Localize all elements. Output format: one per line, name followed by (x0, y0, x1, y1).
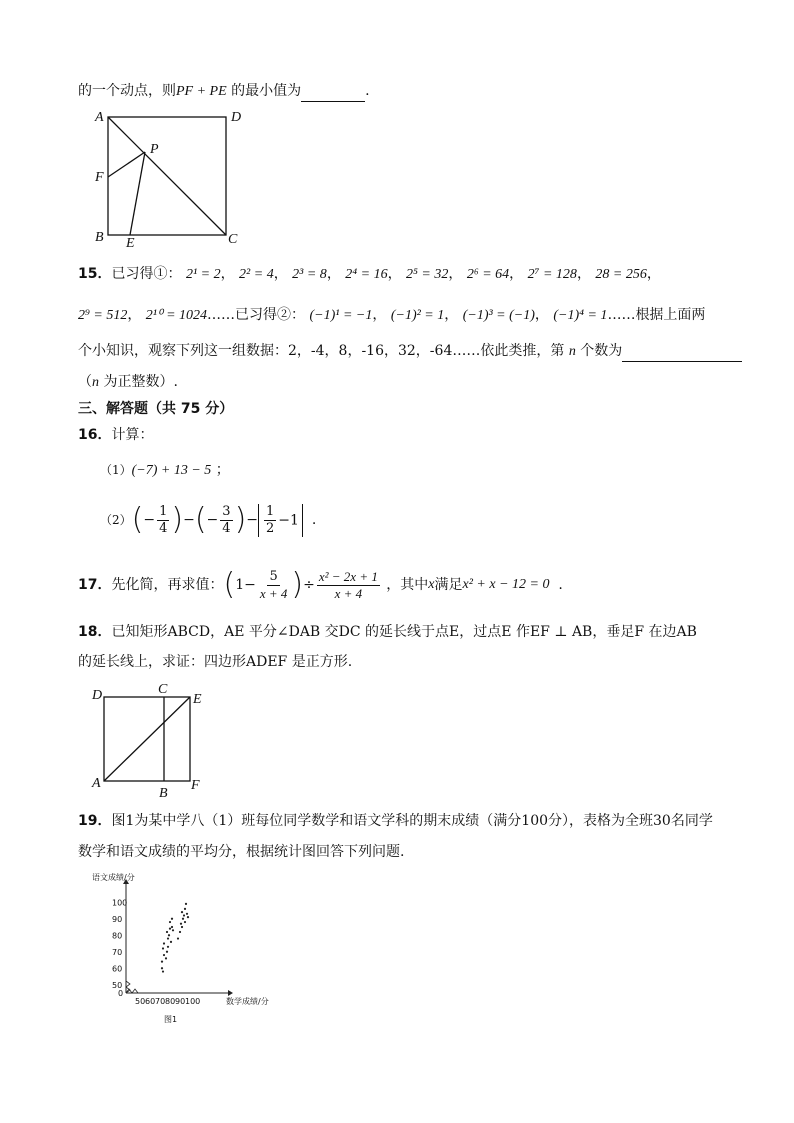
q14-tail-text: 的一个动点，则PF + PE 的最小值为 . (78, 81, 370, 102)
q16-part2: （2） ( − $\frac{1}{4}$ ) − ( − $\frac{3}{4}$ ) − $\frac{1}{2}$ −1 . (100, 502, 317, 537)
label-B: B (159, 786, 168, 801)
x-tick-label: 80 (165, 997, 176, 1006)
x-axis-break (126, 989, 138, 993)
scatter-point (168, 934, 170, 936)
q19-line2: 数学和语文成绩的平均分，根据统计图回答下列问题. (78, 844, 405, 860)
x-tick-label: 70 (155, 997, 166, 1006)
scatter-point (187, 916, 189, 918)
scatter-point (185, 903, 187, 905)
scatter-point (177, 937, 179, 939)
q18-line2: 的延长线上，求证：四边形ADEF 是正方形. (78, 654, 353, 670)
scatter-point (161, 961, 163, 963)
q18-rectangle-figure (90, 683, 220, 801)
label-D: D (92, 688, 103, 703)
scatter-point (170, 941, 172, 943)
y-axis-label: 语文成绩/分 (92, 873, 135, 882)
scatter-point (171, 918, 173, 920)
q15-line1: 15．已习得①： 2¹ = 2， 2² = 4， 2³ = 8， 2⁴ = 16， 2⁵ = 32， 2⁶ = 64， 2⁷ = 128， 28 = 256， (78, 266, 661, 282)
scatter-point (184, 921, 186, 923)
scatter-chart (88, 870, 303, 1028)
y-tick-label: 80 (112, 931, 123, 941)
label-A: A (95, 110, 104, 125)
scatter-point (186, 913, 188, 915)
scatter-point (161, 967, 163, 969)
scatter-point (181, 911, 183, 913)
x-axis-arrow (228, 990, 233, 996)
answer-blank[interactable] (622, 341, 742, 362)
label-E: E (193, 692, 202, 707)
q17: 17． 先化简，再求值： ( 1 − $\frac{5}{x + 4}$ ) ÷ $\frac{\text{x² − 2x + 1}}{x + 4}$ ，其中 x 满足 x² + x − 12 = 0 . (78, 567, 563, 602)
y-axis-break (126, 981, 130, 993)
y-tick-label: 70 (112, 947, 123, 957)
label-P: P (150, 142, 159, 157)
scatter-point (169, 928, 171, 930)
label-D: D (231, 110, 242, 125)
y-tick-label: 50 (112, 980, 123, 990)
y-tick-label: 100 (112, 898, 128, 908)
scatter-point (180, 923, 182, 925)
label-F: F (191, 778, 200, 793)
y-tick-label: 60 (112, 964, 123, 974)
label-A: A (92, 776, 101, 791)
label-C: C (228, 232, 238, 247)
q16-heading: 16．计算： (78, 427, 154, 443)
label-C: C (158, 683, 168, 697)
scatter-point (167, 946, 169, 948)
q19-line1: 19．图1为某中学八（1）班每位同学数学和语文学科的期末成绩（满分100分），表格为全班30名同学 (78, 813, 713, 829)
q16-part1: （1）(−7) + 13 − 5 ； (100, 462, 230, 478)
label-B: B (95, 230, 104, 245)
q14-square-figure (90, 105, 250, 250)
q15-line3: 个小知识，观察下列这一组数据：2，-4，8，-16，32，-64……依此类推，第 n 个数为 (78, 341, 742, 362)
q18-line1: 18．已知矩形ABCD，AE 平分∠DAB 交DC 的延长线于点E，过点E 作EF ⊥ AB，垂足F 在边AB (78, 624, 697, 640)
scatter-point (169, 921, 171, 923)
scatter-point (171, 926, 173, 928)
section-title: 三、解答题（共 75 分） (78, 401, 234, 417)
origin-label: 0 (118, 989, 124, 998)
scatter-point (163, 954, 165, 956)
q15-line2: 2⁹ = 512， 2¹⁰ = 1024……已习得②： (−1)¹ = −1， (−1)² = 1， (−1)³ = (−1)， (−1)⁴ = 1……根据上面两 (78, 307, 706, 323)
scatter-point (166, 931, 168, 933)
x-tick-label: 60 (145, 997, 156, 1006)
scatter-point (183, 914, 185, 916)
q15-line4: （n 为正整数）. (78, 374, 178, 390)
x-tick-label: 90 (175, 997, 186, 1006)
x-tick-label: 100 (185, 997, 201, 1006)
label-F: F (95, 170, 104, 185)
scatter-point (166, 951, 168, 953)
scatter-point (181, 926, 183, 928)
scatter-point (162, 970, 164, 972)
scatter-point (182, 918, 184, 920)
scatter-point (163, 942, 165, 944)
scatter-point (165, 957, 167, 959)
figure-caption: 图1 (164, 1015, 178, 1024)
answer-blank[interactable] (301, 81, 365, 102)
x-tick-label: 50 (135, 997, 146, 1006)
scatter-point (167, 937, 169, 939)
scatter-point (179, 931, 181, 933)
x-axis-label: 数学成绩/分 (226, 997, 269, 1006)
scatter-point (172, 929, 174, 931)
scatter-point (184, 908, 186, 910)
scatter-point (162, 947, 164, 949)
label-E: E (126, 236, 135, 250)
y-tick-label: 90 (112, 914, 123, 924)
